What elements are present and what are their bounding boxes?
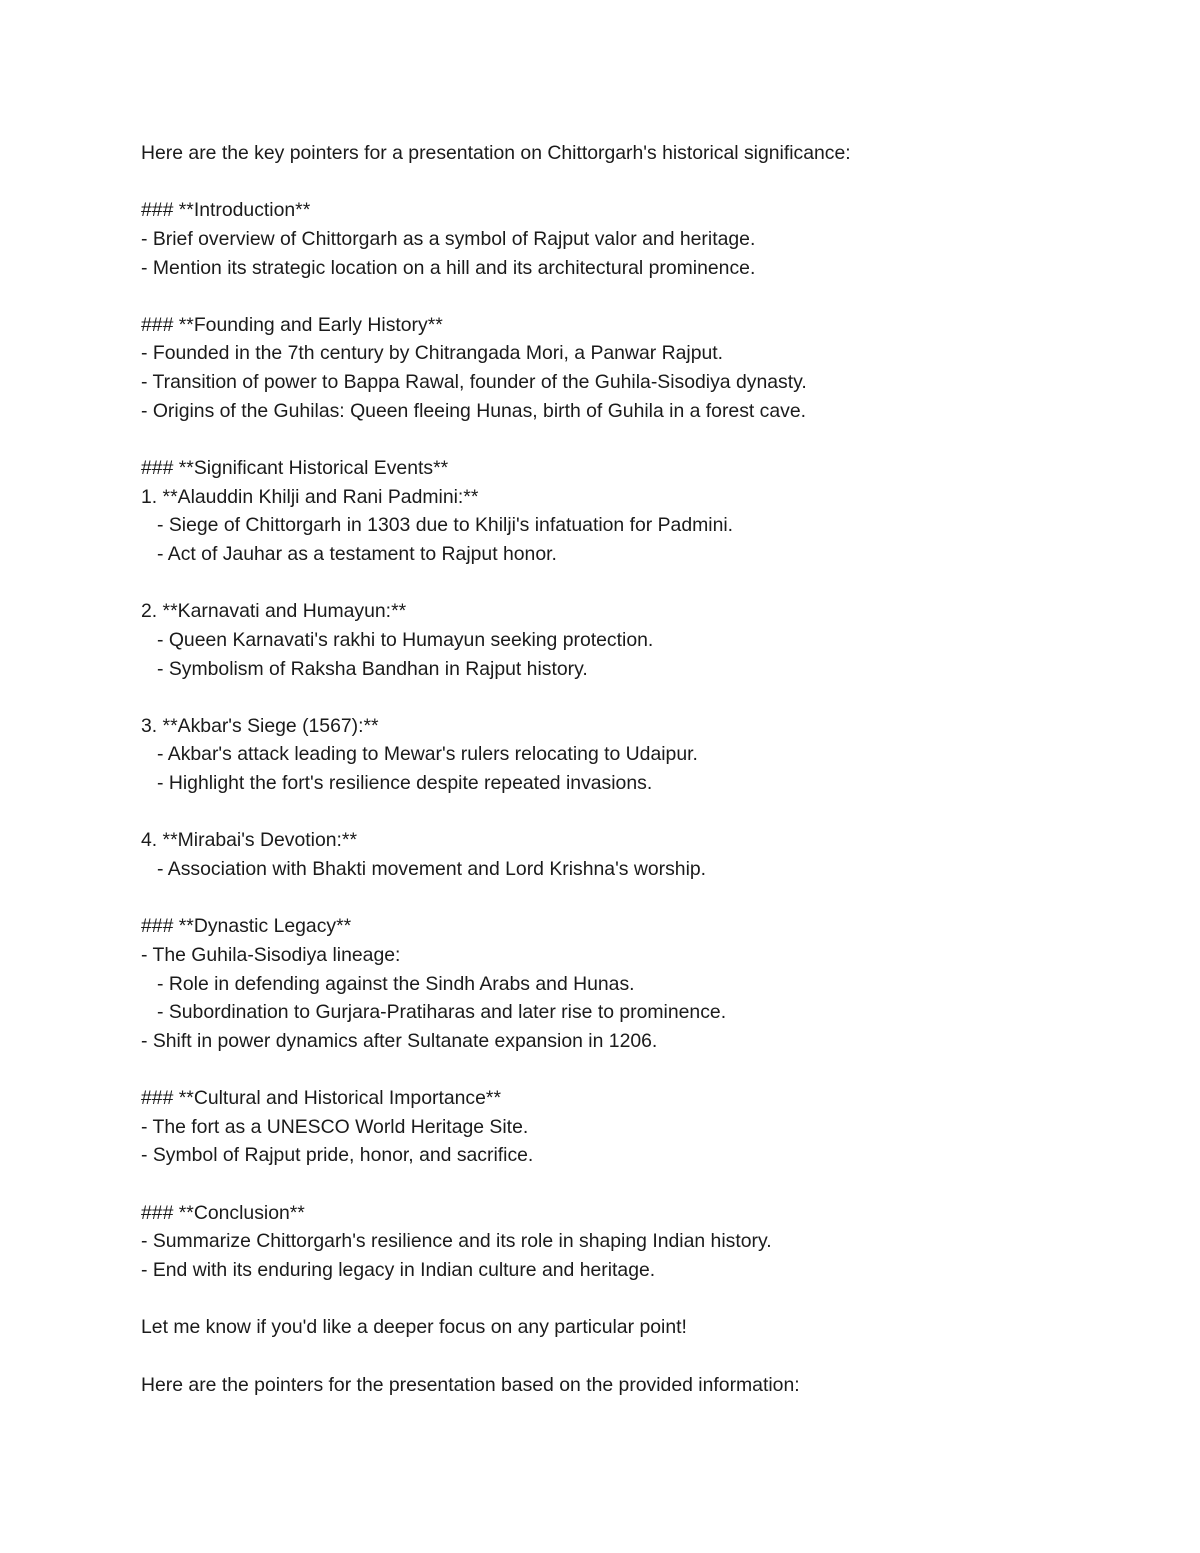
spacer (141, 1170, 1141, 1199)
list-item: - Founded in the 7th century by Chitrangada Mori, a Panwar Rajput. (141, 342, 724, 365)
spacer (141, 1285, 1141, 1314)
list-item: - Subordination to Gurjara-Pratiharas and later rise to prominence. (157, 1001, 727, 1024)
list-item: - Highlight the fort's resilience despite repeated invasions. (157, 772, 653, 795)
event-title: 2. **Karnavati and Humayun:** (141, 600, 407, 623)
list-item: - Summarize Chittorgarh's resilience and its role in shaping Indian history. (141, 1230, 772, 1253)
document-body (141, 139, 1141, 1399)
list-item: - Symbol of Rajput pride, honor, and sacrifice. (141, 1144, 534, 1167)
list-item: - Shift in power dynamics after Sultanate expansion in 1206. (141, 1029, 658, 1052)
list-item: - Queen Karnavati's rakhi to Humayun seeking protection. (157, 628, 654, 651)
spacer (141, 282, 1141, 311)
heading-events: ### **Significant Historical Events** (141, 457, 449, 480)
list-item: - Act of Jauhar as a testament to Rajput honor. (157, 542, 557, 565)
spacer (141, 569, 1141, 598)
spacer (141, 1056, 1141, 1085)
list-item: - Association with Bhakti movement and Lord Krishna's worship. (157, 858, 707, 881)
heading-legacy: ### **Dynastic Legacy** (141, 915, 352, 938)
spacer (141, 798, 1141, 827)
list-item: - Akbar's attack leading to Mewar's rulers relocating to Udaipur. (157, 743, 698, 766)
heading-introduction: ### **Introduction** (141, 199, 311, 222)
heading-cultural: ### **Cultural and Historical Importance** (141, 1087, 501, 1110)
event-title: 3. **Akbar's Siege (1567):** (141, 714, 379, 737)
spacer (141, 425, 1141, 454)
spacer (141, 168, 1141, 197)
spacer (141, 683, 1141, 712)
list-item: - Role in defending against the Sindh Arabs and Hunas. (157, 972, 635, 995)
list-item: - The fort as a UNESCO World Heritage Site. (141, 1115, 529, 1138)
closing-text: Let me know if you'd like a deeper focus on any particular point! (141, 1316, 687, 1339)
event-title: 1. **Alauddin Khilji and Rani Padmini:** (141, 485, 479, 508)
intro-text: Here are the key pointers for a presentation on Chittorgarh's historical significance: (141, 142, 851, 164)
list-item: - Origins of the Guhilas: Queen fleeing Hunas, birth of Guhila in a forest cave. (141, 399, 807, 422)
list-item: - The Guhila-Sisodiya lineage: (141, 943, 401, 966)
list-item: - Transition of power to Bappa Rawal, founder of the Guhila-Sisodiya dynasty. (141, 371, 807, 394)
event-title: 4. **Mirabai's Devotion:** (141, 829, 358, 852)
heading-conclusion: ### **Conclusion** (141, 1201, 305, 1224)
spacer (141, 1342, 1141, 1371)
list-item: - Siege of Chittorgarh in 1303 due to Khilji's infatuation for Padmini. (157, 514, 734, 537)
list-item: - Symbolism of Raksha Bandhan in Rajput history. (157, 657, 588, 680)
list-item: - Mention its strategic location on a hill and its architectural prominence. (141, 256, 756, 279)
list-item: - Brief overview of Chittorgarh as a symbol of Rajput valor and heritage. (141, 227, 756, 250)
final-text: Here are the pointers for the presentation based on the provided information: (141, 1373, 800, 1396)
spacer (141, 884, 1141, 913)
list-item: - End with its enduring legacy in Indian culture and heritage. (141, 1258, 656, 1281)
heading-founding: ### **Founding and Early History** (141, 313, 443, 336)
